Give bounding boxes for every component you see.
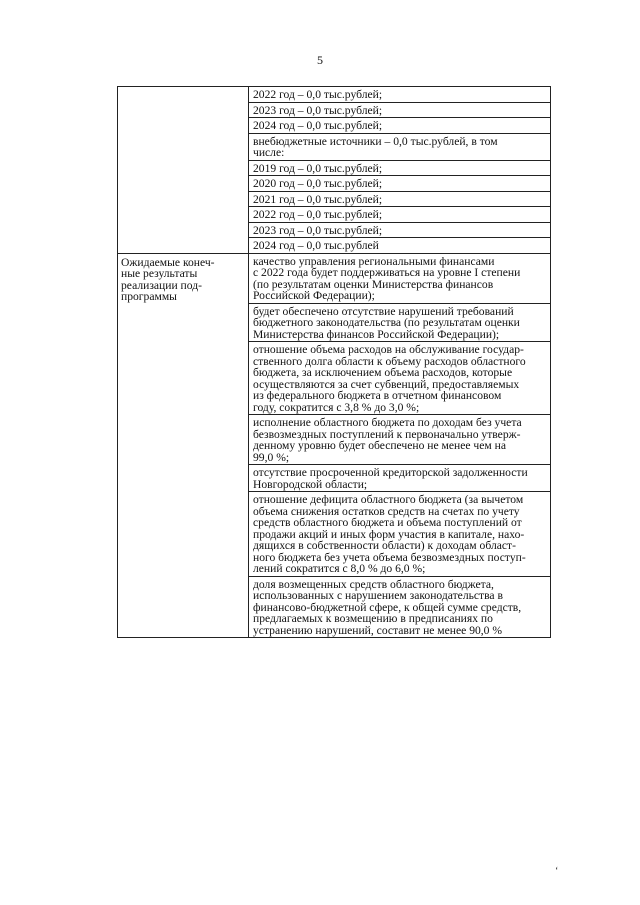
list-item xyxy=(249,464,550,491)
text-line: бюджета, за исключением объема расходов, которые xyxy=(253,366,513,379)
text-line: 2021 год – 0,0 тыс.рублей; xyxy=(253,192,383,206)
text-line: предлагаемых к возмещению в предписаниях по xyxy=(253,612,493,625)
text-line: средств областного бюджета и объема поступлений от xyxy=(253,516,522,529)
list-item xyxy=(249,191,550,207)
text-line: качество управления региональными финансами xyxy=(253,254,495,268)
text-line: финансово-бюджетной сфере, к общей сумме средств, xyxy=(253,600,522,614)
text-line: Российской Федерации); xyxy=(253,289,375,302)
text-line: 2024 год – 0,0 тыс.рублей xyxy=(253,239,379,252)
corner-mark: ʻ xyxy=(555,866,559,877)
text-line: 2023 год – 0,0 тыс.рублей; xyxy=(253,103,383,117)
row-label-cell xyxy=(118,87,249,254)
list-item xyxy=(249,491,550,576)
list-item xyxy=(249,303,550,342)
text-line: 2022 год – 0,0 тыс.рублей; xyxy=(253,88,383,101)
text-line: денному уровню будет обеспечено не менее чем на xyxy=(253,439,506,452)
list-item xyxy=(249,175,550,191)
list-item xyxy=(249,222,550,238)
page-number: 5 xyxy=(317,53,323,67)
text-line: отношение дефицита областного бюджета (за вычетом xyxy=(253,493,524,506)
table-row xyxy=(118,253,551,638)
label-line: программы xyxy=(121,290,177,303)
text-line: году, сократится с 3,8 % до 3,0 %; xyxy=(253,400,420,414)
text-line: с 2022 года будет поддерживаться на уровне I степени xyxy=(253,266,521,279)
expected-results-label xyxy=(118,254,248,303)
text-line: из федерального бюджета в отчетном финансовом xyxy=(253,389,502,402)
list-item xyxy=(249,206,550,222)
list-item xyxy=(249,576,550,638)
text-line: Новгородской области; xyxy=(253,477,368,491)
text-line: 2019 год – 0,0 тыс.рублей; xyxy=(253,161,383,175)
list-item xyxy=(249,341,550,414)
row-content-cell xyxy=(249,253,551,638)
table-row xyxy=(118,87,551,254)
list-item xyxy=(249,117,550,133)
list-item xyxy=(249,102,550,118)
text-line: отсутствие просроченной кредиторской задолженности xyxy=(253,466,528,479)
text-line: 2024 год – 0,0 тыс.рублей; xyxy=(253,119,383,132)
label-line: реализации под- xyxy=(121,278,202,292)
text-line: доля возмещенных средств областного бюджета, xyxy=(253,577,494,591)
list-item xyxy=(249,87,550,102)
text-line: продажи акций и иных форм участия в капитале, нахо- xyxy=(253,527,525,541)
text-line: объема снижения остатков средств на счетах по учету xyxy=(253,504,520,518)
row-content-cell xyxy=(249,87,551,254)
list-item xyxy=(249,160,550,176)
text-line: дящихся в собственности области) к доходам област- xyxy=(253,539,516,552)
text-line: будет обеспечено отсутствие нарушений требований xyxy=(253,304,514,318)
text-line: ного бюджета без учета объема безвозмездных поступ- xyxy=(253,550,526,564)
list-item xyxy=(249,414,550,464)
list-item xyxy=(249,254,550,303)
label-line: ные результаты xyxy=(121,267,198,280)
text-line: осуществляются за счет субвенций, предоставляемых xyxy=(253,377,520,391)
text-line: 2020 год – 0,0 тыс.рублей; xyxy=(253,177,383,190)
text-line: 2023 год – 0,0 тыс.рублей; xyxy=(253,223,383,237)
text-line: Министерства финансов Российской Федерации); xyxy=(253,327,500,341)
text-line: (по результатам оценки Министерства финансов xyxy=(253,277,494,291)
text-line: ственного долга области к объему расходов областного xyxy=(253,354,526,368)
text-line: 99,0 %; xyxy=(253,450,290,464)
document-table xyxy=(117,86,551,638)
text-line: внебюджетные источники – 0,0 тыс.рублей, в том xyxy=(253,134,498,148)
text-line: безвозмездных поступлений к первоначально утверж- xyxy=(253,427,521,441)
text-line: отношение объема расходов на обслуживание государ- xyxy=(253,343,524,356)
label-line: Ожидаемые конеч- xyxy=(121,255,215,269)
text-line: устранению нарушений, составит не менее 90,0 % xyxy=(253,623,503,637)
text-line: числе: xyxy=(253,146,285,159)
list-item xyxy=(249,237,550,253)
list-item xyxy=(249,133,550,160)
text-line: лений сократится с 8,0 % до 6,0 %; xyxy=(253,562,426,575)
row-label-cell xyxy=(118,253,249,638)
text-line: 2022 год – 0,0 тыс.рублей; xyxy=(253,208,383,221)
text-line: бюджетного законодательства (по результатам оценки xyxy=(253,316,520,329)
text-line: исполнение областного бюджета по доходам без учета xyxy=(253,416,522,429)
text-line: использованных с нарушением законодательства в xyxy=(253,589,503,602)
